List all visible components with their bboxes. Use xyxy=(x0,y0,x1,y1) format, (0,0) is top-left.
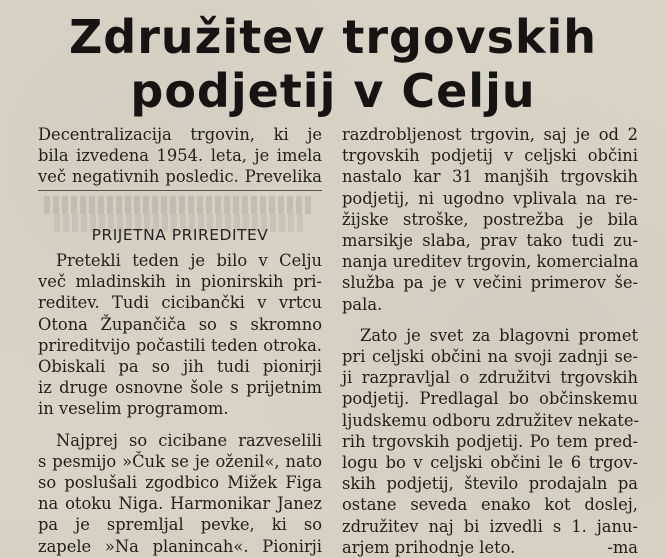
text-line: arjem prihodnje leto. xyxy=(342,537,516,557)
article-paragraph-1 xyxy=(342,124,638,315)
text-line: Otona Župančiča so s skromno xyxy=(38,314,322,334)
intro-line: bila izvedena 1954. leta, je imela xyxy=(38,146,322,166)
article-paragraph-2 xyxy=(342,325,638,558)
closing-line xyxy=(342,537,638,558)
text-line: Obiskali pa so jih tudi pionirji xyxy=(38,357,322,377)
text-line: podjetij. Predlagal bo občinskemu xyxy=(342,389,638,409)
text-line: logu bo v celjski občini le 6 trgov- xyxy=(342,453,638,473)
text-line: razdrobljenost trgovin, saj je od 2 xyxy=(342,125,638,144)
text-line: Pretekli teden je bilo v Celju xyxy=(56,251,322,270)
text-line: nanja ureditev trgovin, komercialna xyxy=(342,252,639,272)
text-line: rih trgovskih podjetij. Po tem pred- xyxy=(342,431,638,451)
text-line: nastalo kar 31 manjših trgovskih xyxy=(342,167,638,187)
text-line: s pesmijo »Čuk se je oženil«, nato xyxy=(38,451,322,471)
text-line: Zato je svet za blagovni promet xyxy=(360,325,638,345)
text-line: pri celjski občini na svoji zadnji se- xyxy=(342,347,638,367)
author-signature: -ma xyxy=(607,537,638,557)
section-divider xyxy=(38,190,322,191)
text-line: ostane seveda enako kot doslej, xyxy=(342,495,638,515)
text-line: pala. xyxy=(342,294,383,314)
text-line: prireditvijo počastili teden otroka. xyxy=(38,335,322,355)
box-paragraph-2 xyxy=(38,430,322,557)
text-line: združitev naj bi izvedli s 1. janu- xyxy=(342,516,638,536)
text-line: iz druge osnovne šole s prijetnim xyxy=(38,378,322,398)
text-line: več mladinskih in pionirskih pri- xyxy=(38,272,322,292)
box-column xyxy=(38,250,322,557)
text-line: na otoku Niga. Harmonikar Janez xyxy=(38,494,322,514)
text-line: reditev. Tudi cicibančki v vrtcu xyxy=(38,293,322,313)
text-line: zapele »Na planincah«. Pionirji xyxy=(38,536,322,556)
text-line: žijske stroške, postrežba je bila xyxy=(342,209,638,229)
text-line: ji razpravljal o združitvi trgovskih xyxy=(342,368,638,388)
intro-line: več negativnih posledic. Prevelika xyxy=(38,167,322,187)
intro-line: Decentralizacija trgovin, ki je xyxy=(38,125,322,144)
main-article-column xyxy=(342,124,638,558)
box-heading: PRIJETNA PRIREDITEV xyxy=(91,226,269,244)
text-line: služba pa je v večini primerov še- xyxy=(342,273,638,293)
bleed-through-text xyxy=(44,196,314,214)
headline-line-1: Združitev trgovskih xyxy=(68,10,598,64)
text-line: skih podjetij, število prodajaln pa xyxy=(342,474,638,494)
text-line: ljudskemu odboru združitev nekate- xyxy=(342,410,639,430)
text-line: marsikje slaba, prav tako tudi zu- xyxy=(342,231,638,251)
text-line: so poslušali zgodbico Mižek Figa xyxy=(38,473,322,493)
headline-line-2: podjetij v Celju xyxy=(130,64,536,118)
text-line: trgovskih podjetij v celjski občini xyxy=(342,146,638,166)
text-line: Najprej so cicibane razveselili xyxy=(56,430,322,450)
text-line: pa je spremljal pevke, ki so xyxy=(38,515,322,535)
text-line: in veselim programom. xyxy=(38,399,229,419)
box-paragraph-1 xyxy=(38,250,322,420)
text-line: podjetij, ni ugodno vplivala na re- xyxy=(342,188,638,208)
intro-column xyxy=(38,124,322,188)
